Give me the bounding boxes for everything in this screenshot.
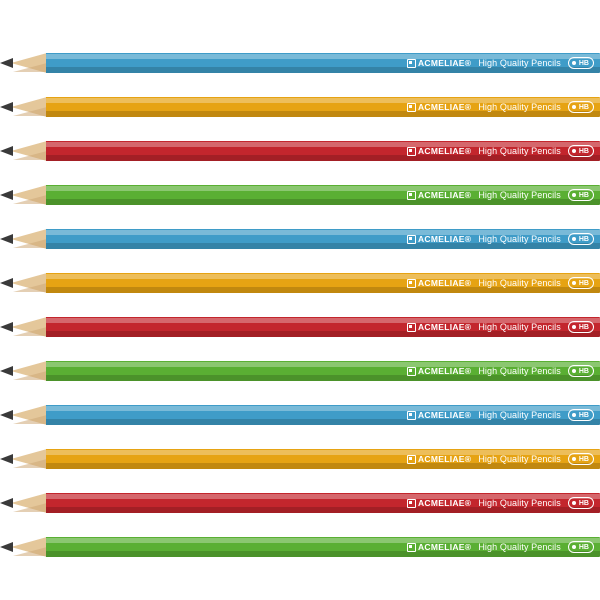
pencil-imprint — [407, 53, 594, 73]
pencil-barrel — [46, 273, 600, 293]
pencil-2-yellow — [0, 90, 600, 124]
grade-badge — [568, 233, 594, 245]
grade-badge — [568, 541, 594, 553]
tagline-text: High Quality Pencils — [478, 58, 561, 68]
wood-cone-shade — [13, 195, 47, 204]
pencil-imprint — [407, 361, 594, 381]
pencil-barrel — [46, 449, 600, 469]
brand-name: ACMELIAE® — [417, 366, 472, 376]
grade-label: HB — [578, 543, 589, 551]
tagline-text: High Quality Pencils — [478, 366, 561, 376]
dot-icon — [572, 413, 576, 417]
grade-label: HB — [578, 103, 589, 111]
wood-cone-shade — [13, 459, 47, 468]
tagline-text: High Quality Pencils — [478, 146, 561, 156]
brand-name: ACMELIAE® — [417, 322, 472, 332]
grade-badge — [568, 497, 594, 509]
square-logo-icon — [407, 191, 416, 200]
grade-label: HB — [578, 499, 589, 507]
square-logo-icon — [407, 499, 416, 508]
brand-name: ACMELIAE® — [417, 498, 472, 508]
pencil-barrel — [46, 185, 600, 205]
wood-cone-shade — [13, 327, 47, 336]
grade-label: HB — [578, 323, 589, 331]
grade-badge — [568, 57, 594, 69]
pencil-imprint — [407, 273, 594, 293]
pencil-7-red — [0, 310, 600, 344]
grade-label: HB — [578, 191, 589, 199]
brand-name: ACMELIAE® — [417, 410, 472, 420]
tagline-text: High Quality Pencils — [478, 234, 561, 244]
pencil-imprint — [407, 185, 594, 205]
brand-name: ACMELIAE® — [417, 146, 472, 156]
brand-name: ACMELIAE® — [417, 102, 472, 112]
dot-icon — [572, 237, 576, 241]
pencil-tip — [0, 178, 46, 212]
brand-logo — [407, 278, 471, 288]
pencil-barrel — [46, 53, 600, 73]
graphite-point — [0, 234, 13, 244]
pencil-tip — [0, 398, 46, 432]
grade-badge — [568, 365, 594, 377]
pencil-imprint — [407, 229, 594, 249]
pencil-barrel — [46, 361, 600, 381]
tagline-text: High Quality Pencils — [478, 454, 561, 464]
pencil-9-blue — [0, 398, 600, 432]
dot-icon — [572, 545, 576, 549]
brand-logo — [407, 542, 471, 552]
graphite-point — [0, 410, 13, 420]
grade-badge — [568, 101, 594, 113]
pencil-barrel — [46, 405, 600, 425]
dot-icon — [572, 457, 576, 461]
pencil-tip — [0, 530, 46, 564]
brand-logo — [407, 322, 471, 332]
brand-logo — [407, 498, 471, 508]
brand-logo — [407, 366, 471, 376]
square-logo-icon — [407, 279, 416, 288]
brand-logo — [407, 234, 471, 244]
brand-name: ACMELIAE® — [417, 234, 472, 244]
grade-badge — [568, 453, 594, 465]
dot-icon — [572, 369, 576, 373]
grade-label: HB — [578, 147, 589, 155]
brand-name: ACMELIAE® — [417, 190, 472, 200]
graphite-point — [0, 190, 13, 200]
graphite-point — [0, 58, 13, 68]
wood-cone-shade — [13, 415, 47, 424]
pencil-tip — [0, 134, 46, 168]
square-logo-icon — [407, 455, 416, 464]
wood-cone-shade — [13, 63, 47, 72]
pencil-tip — [0, 222, 46, 256]
tagline-text: High Quality Pencils — [478, 322, 561, 332]
wood-cone-shade — [13, 283, 47, 292]
grade-label: HB — [578, 411, 589, 419]
pencil-11-red — [0, 486, 600, 520]
square-logo-icon — [407, 235, 416, 244]
brand-name: ACMELIAE® — [417, 542, 472, 552]
dot-icon — [572, 193, 576, 197]
pencil-5-blue — [0, 222, 600, 256]
pencil-tip — [0, 486, 46, 520]
brand-logo — [407, 190, 471, 200]
grade-badge — [568, 145, 594, 157]
pencil-4-green — [0, 178, 600, 212]
grade-badge — [568, 277, 594, 289]
graphite-point — [0, 366, 13, 376]
square-logo-icon — [407, 147, 416, 156]
pencil-tip — [0, 310, 46, 344]
dot-icon — [572, 61, 576, 65]
pencil-imprint — [407, 317, 594, 337]
graphite-point — [0, 278, 13, 288]
tagline-text: High Quality Pencils — [478, 102, 561, 112]
tagline-text: High Quality Pencils — [478, 410, 561, 420]
square-logo-icon — [407, 543, 416, 552]
brand-logo — [407, 454, 471, 464]
pencil-imprint — [407, 405, 594, 425]
graphite-point — [0, 146, 13, 156]
pencil-tip — [0, 90, 46, 124]
pencil-barrel — [46, 97, 600, 117]
wood-cone-shade — [13, 107, 47, 116]
grade-label: HB — [578, 59, 589, 67]
pencil-12-green — [0, 530, 600, 564]
grade-label: HB — [578, 367, 589, 375]
pencil-tip — [0, 354, 46, 388]
graphite-point — [0, 102, 13, 112]
pencil-barrel — [46, 317, 600, 337]
pencil-8-green — [0, 354, 600, 388]
pencil-6-yellow — [0, 266, 600, 300]
graphite-point — [0, 454, 13, 464]
dot-icon — [572, 325, 576, 329]
grade-badge — [568, 189, 594, 201]
grade-label: HB — [578, 455, 589, 463]
pencil-10-yellow — [0, 442, 600, 476]
tagline-text: High Quality Pencils — [478, 278, 561, 288]
wood-cone-shade — [13, 547, 47, 556]
wood-cone-shade — [13, 151, 47, 160]
grade-badge — [568, 409, 594, 421]
brand-logo — [407, 102, 471, 112]
pencil-imprint — [407, 97, 594, 117]
dot-icon — [572, 105, 576, 109]
square-logo-icon — [407, 367, 416, 376]
grade-label: HB — [578, 279, 589, 287]
pencil-barrel — [46, 493, 600, 513]
tagline-text: High Quality Pencils — [478, 190, 561, 200]
wood-cone-shade — [13, 239, 47, 248]
pencil-3-red — [0, 134, 600, 168]
wood-cone-shade — [13, 371, 47, 380]
dot-icon — [572, 149, 576, 153]
grade-label: HB — [578, 235, 589, 243]
pencil-barrel — [46, 229, 600, 249]
pencil-1-blue — [0, 46, 600, 80]
brand-name: ACMELIAE® — [417, 58, 472, 68]
wood-cone-shade — [13, 503, 47, 512]
pencil-imprint — [407, 493, 594, 513]
pencil-imprint — [407, 537, 594, 557]
pencil-tip — [0, 266, 46, 300]
pencil-barrel — [46, 537, 600, 557]
graphite-point — [0, 498, 13, 508]
brand-logo — [407, 410, 471, 420]
square-logo-icon — [407, 103, 416, 112]
dot-icon — [572, 281, 576, 285]
tagline-text: High Quality Pencils — [478, 542, 561, 552]
brand-logo — [407, 58, 471, 68]
pencil-barrel — [46, 141, 600, 161]
brand-logo — [407, 146, 471, 156]
square-logo-icon — [407, 323, 416, 332]
pencil-tip — [0, 46, 46, 80]
brand-name: ACMELIAE® — [417, 278, 472, 288]
square-logo-icon — [407, 411, 416, 420]
brand-name: ACMELIAE® — [417, 454, 472, 464]
pencil-tip — [0, 442, 46, 476]
tagline-text: High Quality Pencils — [478, 498, 561, 508]
square-logo-icon — [407, 59, 416, 68]
graphite-point — [0, 542, 13, 552]
graphite-point — [0, 322, 13, 332]
dot-icon — [572, 501, 576, 505]
grade-badge — [568, 321, 594, 333]
pencil-imprint — [407, 141, 594, 161]
pencil-imprint — [407, 449, 594, 469]
